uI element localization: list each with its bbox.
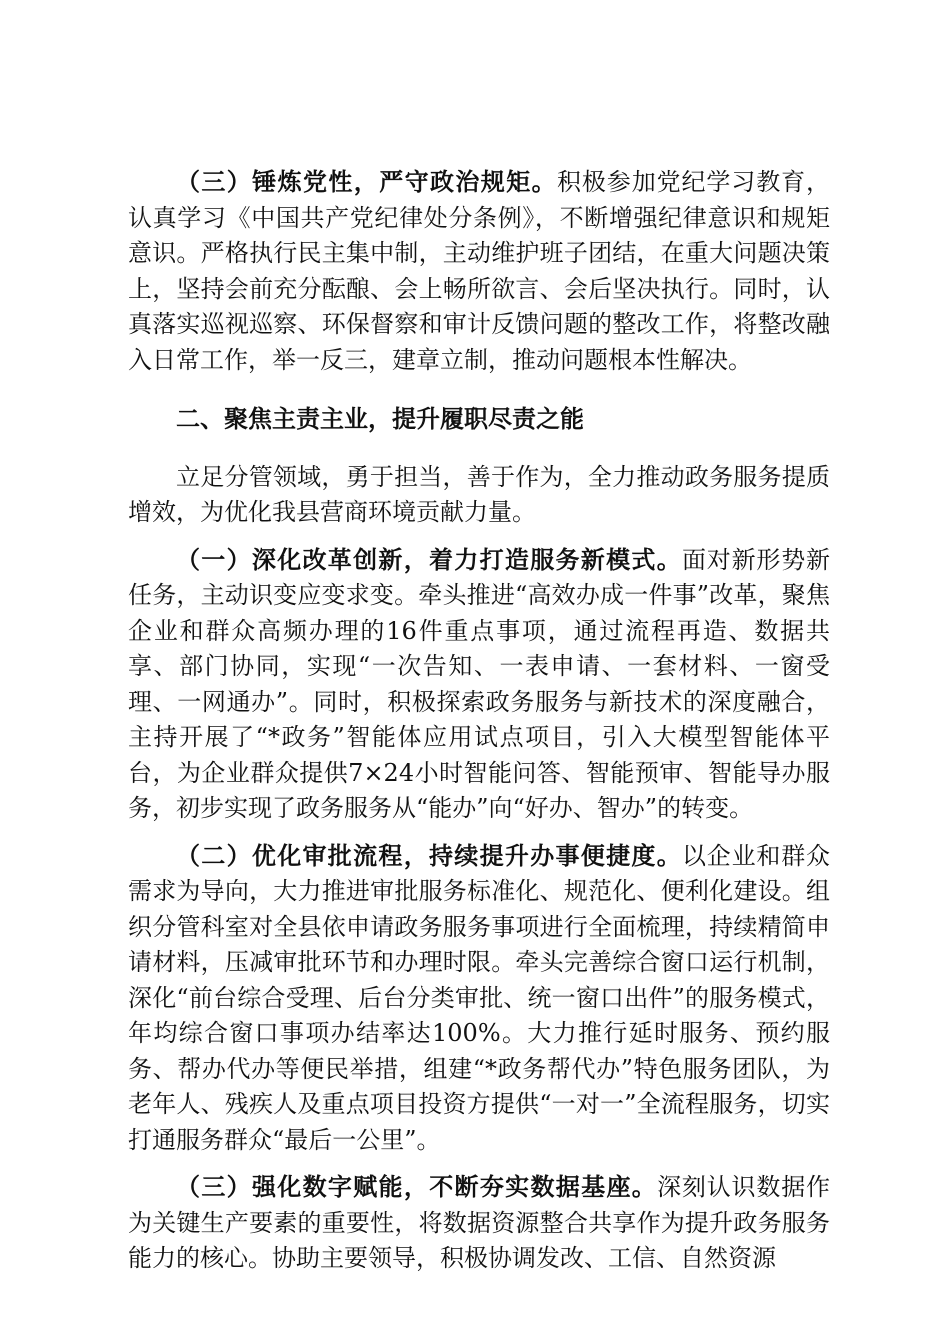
paragraph-lead: （一）深化改革创新，着力打造服务新模式。	[176, 545, 682, 574]
paragraph-text: 深刻认识数据作为关键生产要素的重要性，将数据资源整合共享作为提升政务服务能力的核心。协助主要领导，积极协调发改、工信、自然资源	[128, 1173, 831, 1272]
paragraph-lead: （三）锤炼党性，严守政治规矩。	[176, 168, 557, 196]
paragraph-intro: 立足分管领域，勇于担当，善于作为，全力推动政务服务提质增效，为优化我县营商环境贡献力量。	[128, 462, 830, 526]
paragraph-lead: （三）强化数字赋能，不断夯实数据基座。	[176, 1173, 658, 1201]
paragraph-discipline	[128, 165, 830, 378]
paragraph-lead: （二）优化审批流程，持续提升办事便捷度。	[176, 841, 682, 870]
paragraph-text: 面对新形势新任务，主动识变应变求变。牵头推进“高效办成一件事”改革，聚焦企业和群众高频办理的16件重点事项，通过流程再造、数据共享、部门协同，实现“一次告知、一表申请、一套材料、一窗受理、一网通办”。同时，积极探索政务服务与新技术的深度融合，主持开展了“*政务”智能体应用试点项目，引入大模型智能体平台，为企业群众提供7×24小时智能问答、智能预审、智能导办服务，初步实现了政务服务从“能办”向“好办、智办”的转变。	[128, 545, 830, 822]
paragraph-text: 积极参加党纪学习教育，认真学习《中国共产党纪律处分条例》，不断增强纪律意识和规矩意识。严格执行民主集中制，主动维护班子团结，在重大问题决策上，坚持会前充分酝酿、会上畅所欲言、会后坚决执行。同时，认真落实巡视巡察、环保督察和审计反馈问题的整改工作，将整改融入日常工作，举一反三，建章立制，推动问题根本性解决。	[128, 168, 830, 374]
paragraph-approval	[128, 839, 830, 1159]
paragraph-text: 以企业和群众需求为导向，大力推进审批服务标准化、规范化、便利化建设。组织分管科室对全县依申请政务服务事项进行全面梳理，持续精简申请材料，压减审批环节和办理时限。牵头完善综合窗口运行机制，深化“前台综合受理、后台分类审批、统一窗口出件”的服务模式，年均综合窗口事项办结率达100%。大力推行延时服务、预约服务、帮办代办等便民举措，组建“*政务帮代办”特色服务团队，为老年人、残疾人及重点项目投资方提供“一对一”全流程服务，切实打通服务群众“最后一公里”。	[128, 841, 830, 1154]
section-heading: 二、聚焦主责主业，提升履职尽责之能	[176, 405, 584, 433]
document-body	[128, 165, 830, 1277]
paragraph-reform	[128, 543, 830, 827]
paragraph-digital	[128, 1170, 830, 1277]
